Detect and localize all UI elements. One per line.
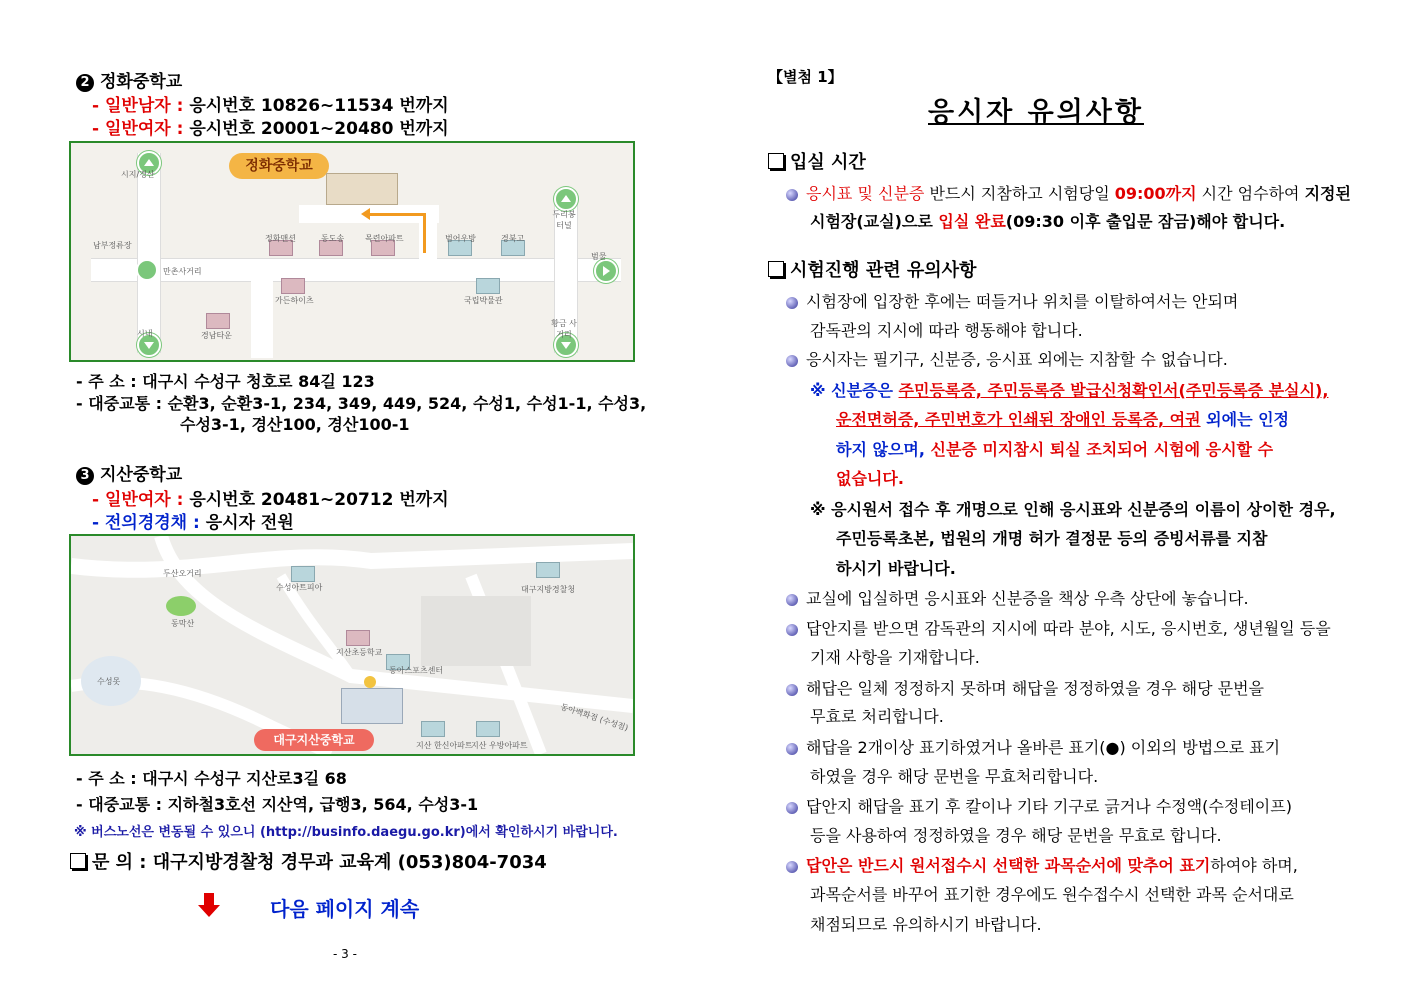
inquiry — [70, 848, 547, 874]
text-red: 응시표 및 신분증 — [806, 184, 925, 203]
map-label: 범어우방 — [445, 234, 476, 243]
text-red: 09:00까지 — [1114, 184, 1197, 203]
map-label: 정화맨션 — [265, 234, 296, 243]
list-item — [786, 853, 1298, 876]
map-label: 두리봉 터널 — [552, 210, 576, 230]
bullet-icon — [786, 743, 798, 755]
school-building-icon — [326, 173, 398, 205]
map-label: 시지/경산 — [121, 170, 155, 179]
row-label: - 일반남자 : — [92, 96, 184, 116]
attachment-label: 【별첨 1】 — [768, 68, 843, 86]
map-road-vertical-left — [137, 153, 161, 353]
text-blue: 하지 않으며, — [836, 440, 931, 459]
text-bold: 지정된 — [1304, 184, 1351, 203]
text: 반드시 지참하고 시험당일 — [924, 184, 1115, 203]
list-item-cont: 과목순서를 바꾸어 표기한 경우에도 원수접수시 선택한 과목 순서대로 — [810, 885, 1294, 904]
map-block — [421, 596, 531, 666]
school2-title: 정화중학교 — [100, 72, 183, 92]
section1-heading-text: 입실 시간 — [790, 152, 866, 173]
map-label: 경북고 — [501, 234, 525, 243]
map-label: 국립박물관 — [464, 296, 503, 305]
bullet-icon — [786, 297, 798, 309]
route-arrow-icon — [361, 208, 370, 220]
map-label: 목련아파트 — [365, 234, 404, 243]
next-page-text: 다음 페이지 계속 — [270, 897, 420, 921]
map-label: 시내 — [137, 329, 153, 338]
school3-row-police — [92, 508, 294, 533]
school3-address — [76, 766, 347, 789]
list-item-cont: 기재 사항을 기재합니다. — [810, 648, 980, 667]
section1-item-line2 — [810, 209, 1285, 232]
route-line-down — [423, 213, 426, 253]
map-label: 경남타운 — [201, 331, 232, 340]
address-value: 대구시 수성구 지산로3길 68 — [142, 769, 347, 788]
address-value: 대구시 수성구 청호로 84길 123 — [142, 372, 375, 391]
id-note-line2 — [836, 407, 1289, 430]
map-jeonghwa — [69, 141, 635, 362]
bullet-icon — [786, 355, 798, 367]
map-label: 대구지방경찰청 — [521, 585, 576, 594]
map-road-vertical-mid — [251, 273, 273, 358]
id-note-line3 — [836, 437, 1273, 460]
school2-number: 2 — [76, 74, 94, 92]
transit-label: - 대중교통 : — [76, 795, 163, 814]
school-building-icon — [341, 688, 403, 724]
section2-heading-text: 시험진행 관련 유의사항 — [790, 260, 977, 281]
text-blue: 외에는 인정 — [1200, 410, 1290, 429]
section2-heading — [768, 256, 976, 282]
map-label: 수성못 — [97, 677, 121, 686]
building-icon — [536, 562, 560, 578]
bullet-icon — [786, 189, 798, 201]
text-red-underline: 주민등록증, 주민등록증 발급신청확인서(주민등록증 분실시), — [898, 381, 1329, 400]
text: 교실에 입실하면 응시표와 신분증을 책상 우측 상단에 놓습니다. — [806, 589, 1249, 608]
map-label: 동도송 — [321, 234, 345, 243]
list-item — [786, 735, 1280, 758]
map-label: 동아백화점 (수성점) — [559, 702, 630, 733]
bullet-icon — [786, 684, 798, 696]
intersection-marker-icon — [136, 259, 158, 281]
map-label: 범물 — [591, 252, 607, 261]
text-red-underline: 운전면허증, 주민번호가 인쇄된 장애인 등록증, 여권 — [836, 410, 1201, 429]
text: 하여야 하며, — [1210, 856, 1298, 875]
map-label: 만촌사거리 — [163, 267, 202, 276]
list-item-cont: 하였을 경우 해당 문번을 무효처리합니다. — [810, 767, 1099, 786]
map-jisan — [69, 534, 635, 756]
rename-note-line3: 하시기 바랍니다. — [836, 559, 956, 578]
school2-transit-line2: 수성3-1, 경산100, 경산100-1 — [180, 415, 410, 434]
inquiry-text: 문 의 : 대구지방경찰청 경무과 교육계 (053)804-7034 — [92, 852, 547, 873]
rename-note-line1: ※ 응시원서 접수 후 개명으로 인해 응시표와 신분증의 이름이 상이한 경우, — [810, 500, 1336, 519]
route-line — [367, 213, 425, 216]
school2-address — [76, 369, 375, 392]
list-item-cont: 무효로 처리합니다. — [810, 707, 944, 726]
text: 시간 엄수하여 — [1196, 184, 1305, 203]
text: 응시자는 필기구, 신분증, 응시표 외에는 지참할 수 없습니다. — [806, 350, 1228, 369]
map-label: 지산 우방아파트 — [471, 741, 528, 750]
transit-value: 지하철3호선 지산역, 급행3, 564, 수성3-1 — [167, 795, 479, 814]
tree-icon — [166, 596, 196, 616]
id-note-line4: 없습니다. — [836, 469, 904, 488]
map-label: 가든하이츠 — [275, 296, 314, 305]
row-text: 응시자 전원 — [205, 513, 294, 533]
row-label: - 전의경경채 : — [92, 513, 200, 533]
transit-value: 순환3, 순환3-1, 234, 349, 449, 524, 수성1, 수성1-1, 수성3, — [167, 394, 647, 413]
list-item — [786, 676, 1264, 699]
map-label: 수성아트피아 — [276, 583, 323, 592]
transit-label: - 대중교통 : — [76, 394, 163, 413]
list-item — [786, 586, 1249, 609]
list-item — [786, 347, 1228, 370]
school3-transit — [76, 792, 478, 815]
nav-right-icon — [594, 259, 618, 283]
address-label: - 주 소 : — [76, 769, 137, 788]
row-label: - 일반여자 : — [92, 119, 184, 139]
map-label: 지산초등학교 — [336, 648, 383, 657]
text: 답안지 해답을 표기 후 칼이나 기타 기구로 긁거나 수정액(수정테이프) — [806, 797, 1292, 816]
list-item-cont: 등을 사용하여 정정하였을 경우 해당 문번을 무효로 합니다. — [810, 826, 1222, 845]
map-label: 지산 한신아파트 — [416, 741, 473, 750]
down-arrow-icon — [198, 893, 220, 917]
list-item — [786, 289, 1238, 312]
building-icon — [476, 278, 500, 294]
text: 해답을 2개이상 표기하였거나 올바른 표기(●) 이외의 방법으로 표기 — [806, 738, 1281, 757]
school2-row-female — [92, 114, 449, 139]
checkbox-icon — [768, 153, 784, 169]
text: 답안지를 받으면 감독관의 지시에 따라 분야, 시도, 응시번호, 생년월일 등을 — [806, 619, 1331, 638]
school2-heading — [76, 67, 182, 92]
building-icon — [346, 630, 370, 646]
building-icon — [281, 278, 305, 294]
list-item — [786, 794, 1292, 817]
nav-up-icon — [554, 187, 578, 211]
text-red: 답안은 반드시 원서접수시 선택한 과목순서에 맞추어 표기 — [806, 856, 1211, 875]
text-blue: ※ 신분증은 — [810, 381, 899, 400]
building-icon — [421, 721, 445, 737]
row-label: - 일반여자 : — [92, 490, 184, 510]
list-item-cont: 감독관의 지시에 따라 행동해야 합니다. — [810, 321, 1083, 340]
row-text: 응시번호 10826~11534 번까지 — [189, 96, 449, 116]
page-title: 응시자 유의사항 — [928, 97, 1144, 128]
building-icon — [291, 566, 315, 582]
school3-number: 3 — [76, 467, 94, 485]
map-label: 동막산 — [171, 619, 195, 628]
bullet-icon — [786, 802, 798, 814]
list-item — [786, 616, 1331, 639]
school-callout: 대구지산중학교 — [254, 729, 374, 751]
bullet-icon — [786, 861, 798, 873]
school3-title: 지산중학교 — [100, 465, 183, 485]
bullet-icon — [786, 624, 798, 636]
map-label: 남부정류장 — [93, 241, 132, 250]
row-text: 응시번호 20481~20712 번까지 — [189, 490, 449, 510]
address-label: - 주 소 : — [76, 372, 137, 391]
school3-row-female — [92, 485, 449, 510]
map-label: 동아스포츠센터 — [389, 666, 444, 675]
school2-transit — [76, 391, 646, 414]
building-icon — [206, 313, 230, 329]
page-number: - 3 - — [333, 947, 357, 961]
text: 해답은 일체 정정하지 못하며 해답을 정정하였을 경우 해당 문번을 — [806, 679, 1265, 698]
school-callout: 정화중학교 — [229, 153, 329, 179]
text: 시험장(교실)으로 — [810, 212, 939, 231]
school2-row-male — [92, 91, 449, 116]
location-pin-icon — [364, 676, 376, 688]
section1-item — [786, 181, 1351, 204]
id-note-line1 — [810, 378, 1328, 401]
map-label: 두산오거리 — [163, 569, 202, 578]
rename-note-line2: 주민등록초본, 법원의 개명 허가 결정문 등의 증빙서류를 지참 — [836, 529, 1268, 548]
checkbox-icon — [768, 261, 784, 277]
text-red: 신분증 미지참시 퇴실 조치되어 시험에 응시할 수 — [930, 440, 1274, 459]
bullet-icon — [786, 594, 798, 606]
map-label: 황금 사거리 — [551, 319, 577, 339]
section1-heading — [768, 148, 866, 174]
row-text: 응시번호 20001~20480 번까지 — [189, 119, 449, 139]
text-red: 입실 완료 — [938, 212, 1006, 231]
school3-heading — [76, 460, 182, 485]
text: 시험장에 입장한 후에는 떠들거나 위치를 이탈하여서는 안되며 — [806, 292, 1239, 311]
list-item-cont: 채점되므로 유의하시기 바랍니다. — [810, 915, 1042, 934]
text: (09:30 이후 출입문 잠금)해야 합니다. — [1005, 212, 1286, 231]
bus-route-notice: ※ 버스노선은 변동될 수 있으니 (http://businfo.daegu.go.kr)에서 확인하시기 바랍니다. — [74, 825, 618, 840]
checkbox-icon — [70, 853, 86, 869]
building-icon — [476, 721, 500, 737]
